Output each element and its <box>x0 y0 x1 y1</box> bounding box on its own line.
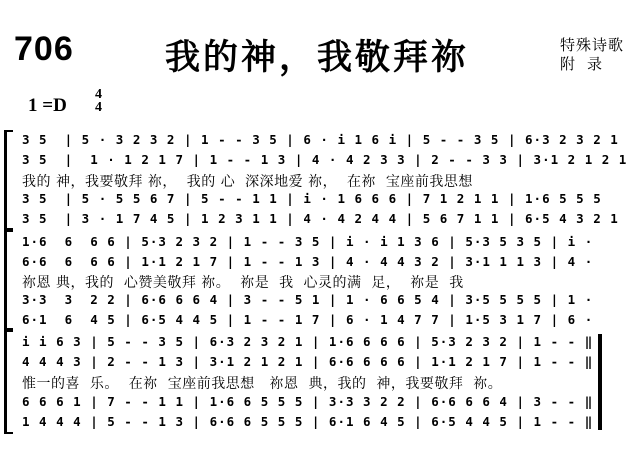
hymn-title: 我的神，我敬拜祢 <box>165 37 470 78</box>
system-1-upper-melody: 3 5 | 5 · 3 2 3 2 | 1 - - 3 5 | 6 · i 1 6 i | 5 - - 3 5 | 6·3 2 3 2 1 <box>22 132 619 147</box>
system-1-lyric: 我的 神，我要敬拜 祢， 我的 心 深深地爱 祢， 在祢 宝座前我思想 <box>22 174 473 190</box>
system-2-lyric: 祢恩 典，我的 心赞美敬拜 祢。 祢是 我 心灵的满 足， 祢是 我 <box>22 275 464 291</box>
system-2-brace <box>4 230 13 330</box>
system-3-brace <box>4 330 13 434</box>
hymn-category: 特殊诗歌 <box>560 36 625 54</box>
system-3-lower-bass: 1 4 4 4 | 5 - - 1 3 | 6·6 6 5 5 5 | 6·1 6 4 5 | 6·5 4 4 5 | 1 - - ‖ <box>22 414 594 429</box>
system-2-lower-tenor: 3·3 3 2 2 | 6·6 6 6 4 | 3 - - 5 1 | 1 · 6 6 5 4 | 3·5 5 5 5 | 1 · <box>22 292 594 307</box>
system-1-brace <box>4 130 13 230</box>
hymn-number: 706 <box>14 30 74 68</box>
time-signature-bottom: 4 <box>95 100 102 115</box>
system-1-lower-bass: 3 5 | 3 · 1 7 4 5 | 1 2 3 1 1 | 4 · 4 2 4 4 | 5 6 7 1 1 | 6·5 4 3 2 1 <box>22 211 619 226</box>
system-1-upper-harmony: 3 5 | 1 · 1 2 1 7 | 1 - - 1 3 | 4 · 4 2 3 3 | 2 - - 3 3 | 3·1 2 1 2 1 <box>22 152 628 167</box>
system-2-lower-bass: 6·1 6 4 5 | 6·5 4 4 5 | 1 - - 1 7 | 6 · 1 4 7 7 | 1·5 3 1 7 | 6 · <box>22 312 594 327</box>
system-1-lower-tenor: 3 5 | 5 · 5 5 6 7 | 5 - - 1 1 | i · 1 6 6 6 | 7 1 2 1 1 | 1·6 5 5 5 <box>22 191 602 206</box>
system-3-upper-harmony: 4 4 4 3 | 2 - - 1 3 | 3·1 2 1 2 1 | 6·6 6 6 6 | 1·1 2 1 7 | 1 - - ‖ <box>22 354 594 369</box>
time-signature-top: 4 <box>95 87 102 102</box>
system-3-lower-tenor: 6 6 6 1 | 7 - - 1 1 | 1·6 6 5 5 5 | 3·3 3 2 2 | 6·6 6 6 4 | 3 - - ‖ <box>22 394 594 409</box>
time-signature <box>95 88 102 114</box>
system-3-lyric: 惟一的喜 乐。 在祢 宝座前我思想 祢恩 典，我的 神，我要敬拜 祢。 <box>22 376 503 392</box>
system-3-upper-melody: i i 6 3 | 5 - - 3 5 | 6·3 2 3 2 1 | 1·6 6 6 6 | 5·3 2 3 2 | 1 - - ‖ <box>22 334 594 349</box>
hymn-appendix-label: 附录 <box>560 55 615 73</box>
system-2-upper-harmony: 6·6 6 6 6 | 1·1 2 1 7 | 1 - - 1 3 | 4 · 4 4 3 2 | 3·1 1 1 3 | 4 · <box>22 254 594 269</box>
key-signature: 1 =D <box>28 95 67 116</box>
final-barline <box>598 334 602 430</box>
system-2-upper-melody: 1·6 6 6 6 | 5·3 2 3 2 | 1 - - 3 5 | i · i 1 3 6 | 5·3 5 3 5 | i · <box>22 234 594 249</box>
